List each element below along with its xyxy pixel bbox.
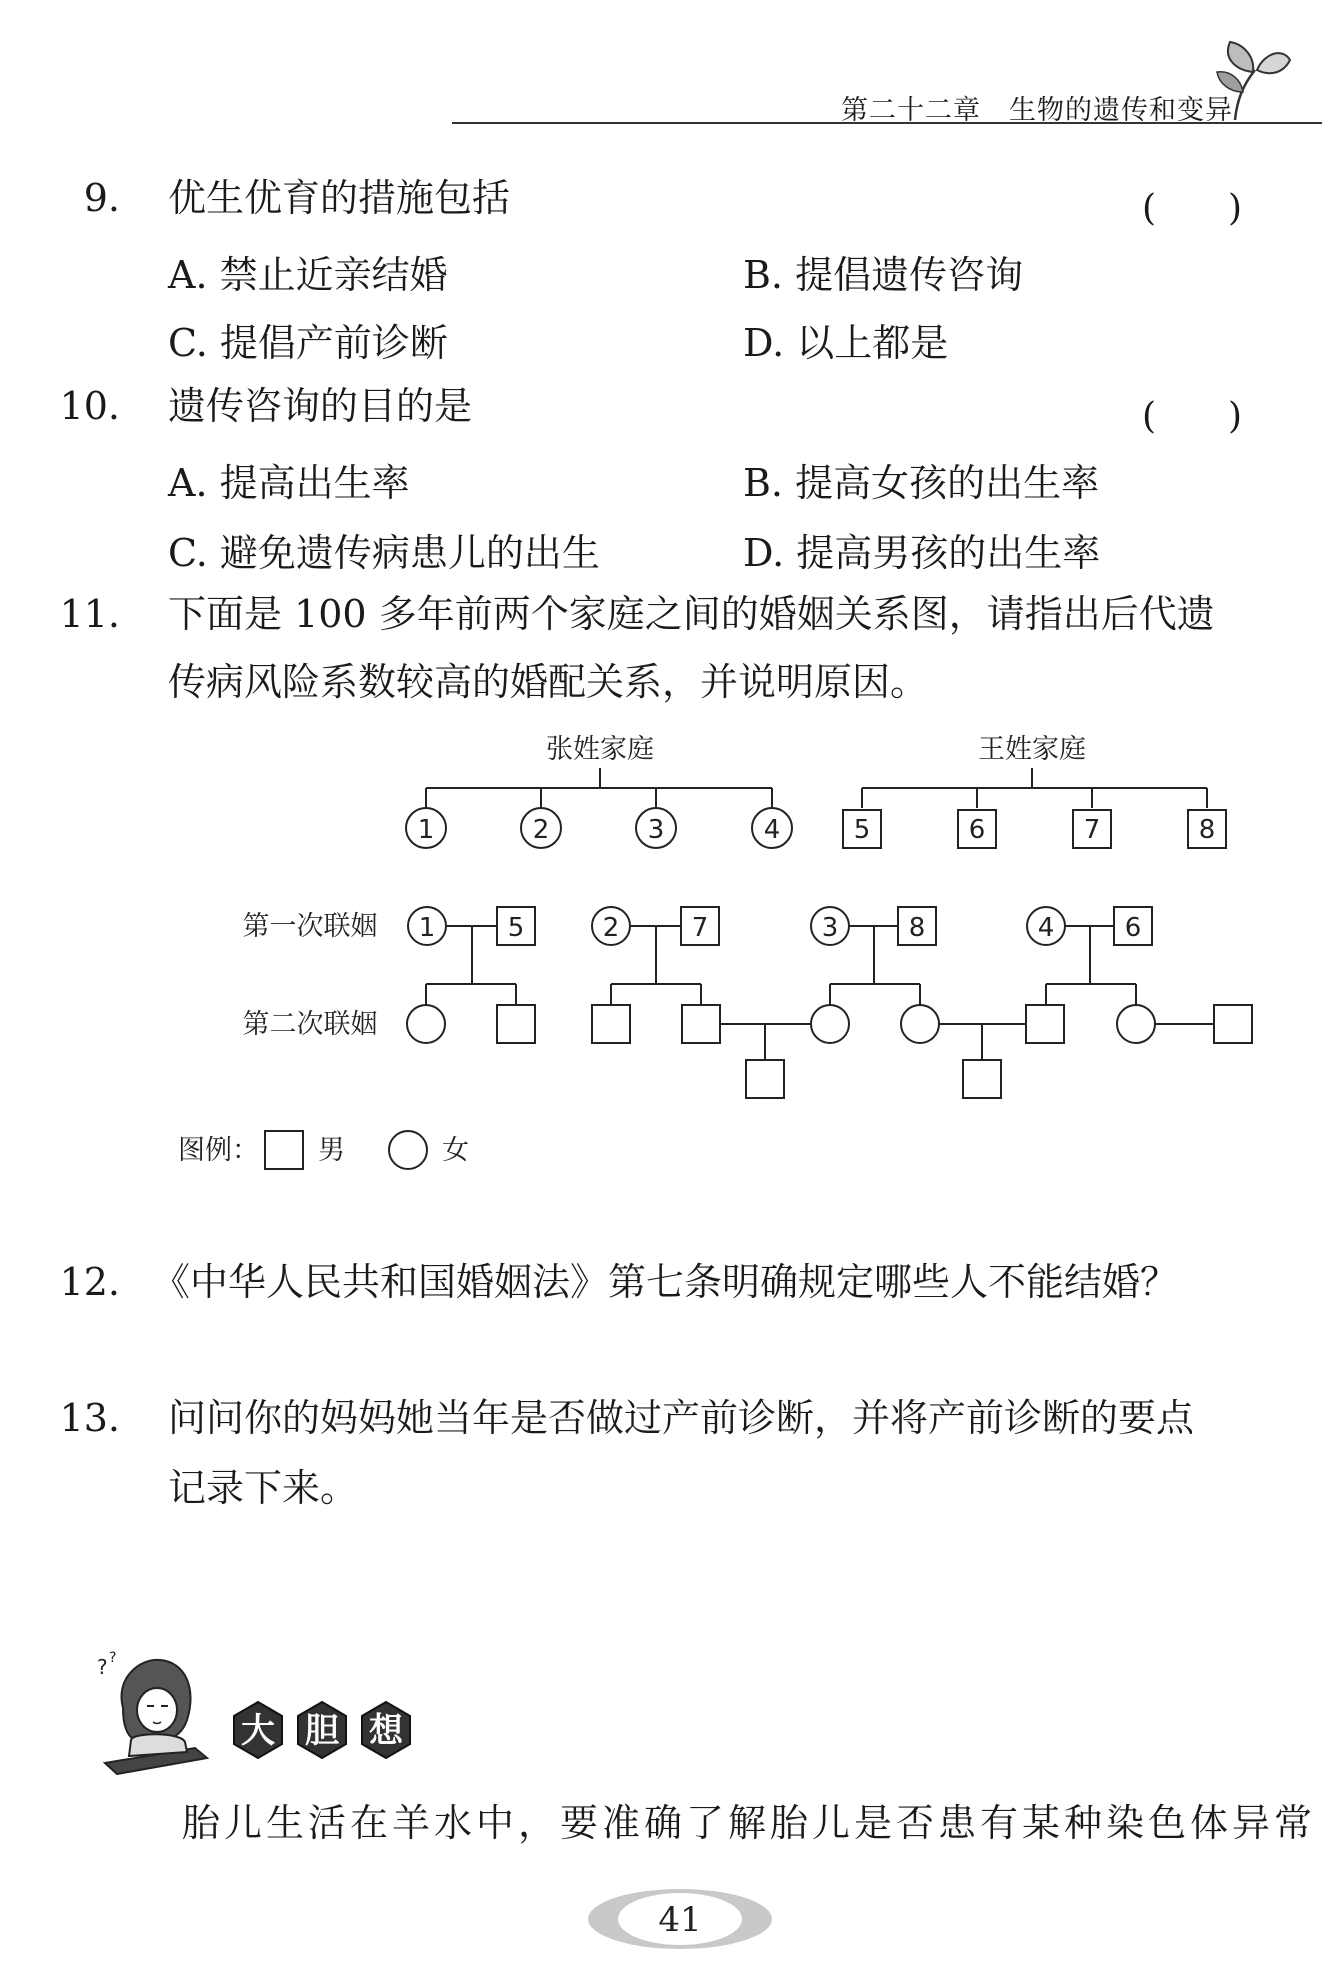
bold-idea-text: 胎儿生活在羊水中，要准确了解胎儿是否患有某种染色体异常 xyxy=(182,1801,1317,1845)
legend-male-text: 男 xyxy=(318,1135,345,1166)
badge-char: 大 xyxy=(241,1711,275,1751)
page-number-badge xyxy=(585,1884,775,1954)
page-number: 41 xyxy=(658,1900,702,1940)
member-label: 7 xyxy=(1083,815,1101,845)
answer-parentheses: ( ) xyxy=(1142,188,1243,229)
member-label: 5 xyxy=(853,815,871,845)
option-c: C. 避免遗传病患儿的出生 xyxy=(168,531,600,575)
badge-char: 胆 xyxy=(305,1711,339,1751)
question-stem: 遗传咨询的目的是 xyxy=(168,384,473,428)
svg-text:?: ? xyxy=(109,1650,117,1666)
thinking-girl-illustration xyxy=(95,1648,215,1778)
option-a: A. 提高出生率 xyxy=(168,461,410,505)
legend-female-symbol xyxy=(389,1131,427,1169)
row-label-first-marriage: 第一次联姻 xyxy=(242,911,378,942)
legend-label: 图例： xyxy=(178,1135,259,1166)
member-label: 5 xyxy=(507,913,525,943)
question-text: 《中华人民共和国婚姻法》第七条明确规定哪些人不能结婚？ xyxy=(152,1260,1179,1304)
answer-parentheses: ( ) xyxy=(1142,396,1243,437)
legend-female-text: 女 xyxy=(442,1135,469,1166)
question-number: 9. xyxy=(83,176,120,220)
row-label-second-marriage: 第二次联姻 xyxy=(242,1009,378,1040)
option-b: B. 提倡遗传咨询 xyxy=(743,253,1024,297)
question-text-line1: 问问你的妈妈她当年是否做过产前诊断，并将产前诊断的要点 xyxy=(168,1396,1195,1440)
badge-char: 想 xyxy=(369,1711,403,1751)
option-d: D. 以上都是 xyxy=(743,321,949,365)
member-label: 2 xyxy=(602,913,620,943)
member-label: 6 xyxy=(1124,913,1142,943)
question-number: 13. xyxy=(59,1396,120,1440)
question-text-line2: 传病风险系数较高的婚配关系，并说明原因。 xyxy=(168,660,929,704)
bold-idea-badge xyxy=(232,1698,432,1778)
option-a: A. 禁止近亲结婚 xyxy=(168,253,448,297)
chapter-title: 第二十二章 生物的遗传和变异 xyxy=(841,95,1233,126)
member-label: 8 xyxy=(1198,815,1216,845)
member-label: 4 xyxy=(1037,913,1055,943)
member-label: 3 xyxy=(821,913,839,943)
member-label: 3 xyxy=(647,815,665,845)
legend-male-symbol xyxy=(265,1131,303,1169)
member-label: 8 xyxy=(908,913,926,943)
member-label: 2 xyxy=(532,815,550,845)
family-zhang-label: 张姓家庭 xyxy=(546,734,654,765)
member-label: 1 xyxy=(418,913,436,943)
member-label: 1 xyxy=(417,815,435,845)
question-number: 12. xyxy=(59,1260,120,1304)
question-stem: 优生优育的措施包括 xyxy=(168,176,511,220)
member-label: 6 xyxy=(968,815,986,845)
option-d: D. 提高男孩的出生率 xyxy=(743,531,1101,575)
member-label: 7 xyxy=(691,913,709,943)
member-label: 4 xyxy=(763,815,781,845)
option-c: C. 提倡产前诊断 xyxy=(168,321,448,365)
question-text-line1: 下面是 100 多年前两个家庭之间的婚姻关系图，请指出后代遗 xyxy=(168,592,1215,636)
family-wang-label: 王姓家庭 xyxy=(978,734,1086,765)
question-text-line2: 记录下来。 xyxy=(168,1466,359,1510)
svg-text:?: ? xyxy=(97,1655,108,1679)
question-number: 11. xyxy=(59,592,120,636)
question-number: 10. xyxy=(59,384,120,428)
option-b: B. 提高女孩的出生率 xyxy=(743,461,1100,505)
